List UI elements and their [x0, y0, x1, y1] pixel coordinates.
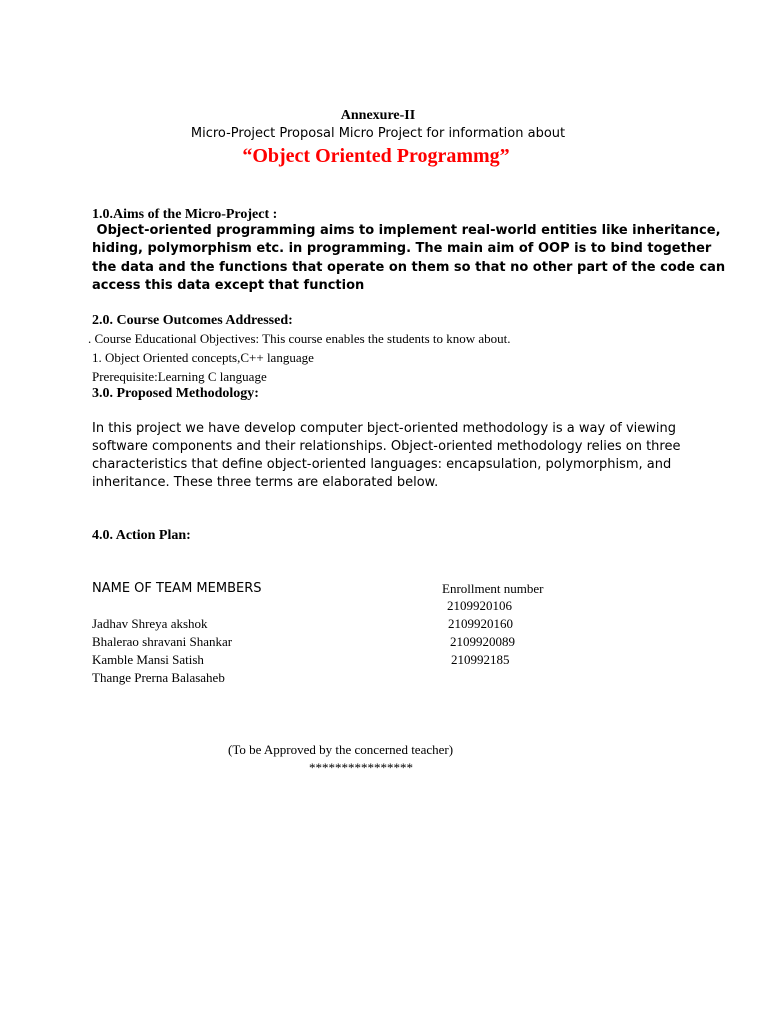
team-member: Bhalerao shravani Shankar: [92, 634, 233, 649]
team-member: Kamble Mansi Satish: [92, 652, 204, 667]
aims-paragraph: [92, 222, 725, 295]
methodology-line: software components and their relationships. Object-oriented methodology relies on three: [92, 439, 681, 454]
stars-divider: ****************: [309, 760, 413, 775]
members-column-header: NAME OF TEAM MEMBERS: [92, 581, 262, 596]
outcomes-line: 1. Object Oriented concepts,C++ language: [92, 350, 314, 365]
aims-line: hiding, polymorphism etc. in programming. The main aim of OOP is to bind together: [92, 241, 712, 257]
outcomes-line: . Course Educational Objectives: This course enables the students to know about.: [88, 331, 511, 346]
team-member: Thange Prerna Balasaheb: [92, 670, 225, 685]
team-member: Jadhav Shreya akshok: [92, 616, 208, 631]
approval-note: (To be Approved by the concerned teacher): [228, 742, 454, 757]
enrollment-number: 210992185: [451, 652, 510, 667]
enrollment-number: 2109920106: [447, 598, 512, 613]
methodology-heading: 3.0. Proposed Methodology:: [92, 386, 259, 401]
proposal-subtitle: Micro-Project Proposal Micro Project for information about: [190, 126, 566, 141]
enrollment-column-header: Enrollment number: [442, 581, 544, 596]
methodology-paragraph: [92, 420, 680, 492]
annexure-label: Annexure-II: [340, 108, 416, 123]
action-plan-heading: 4.0. Action Plan:: [92, 528, 191, 543]
aims-line: Object-oriented programming aims to implement real-world entities like inheritance,: [92, 223, 721, 238]
outcomes-heading: 2.0. Course Outcomes Addressed:: [92, 313, 293, 328]
methodology-line: inheritance. These three terms are elaborated below.: [92, 475, 439, 490]
outcomes-line: Prerequisite:Learning C language: [92, 369, 267, 384]
aims-line: access this data except that function: [92, 277, 365, 293]
methodology-line: characteristics that define object-oriented languages: encapsulation, polymorphism, and: [92, 457, 672, 472]
document-title: “Object Oriented Programmg”: [242, 145, 510, 167]
enrollment-number: 2109920089: [450, 634, 515, 649]
aims-heading: 1.0.Aims of the Micro-Project :: [92, 207, 278, 222]
enrollment-number: 2109920160: [448, 616, 513, 631]
methodology-line: In this project we have develop computer bject-oriented methodology is a way of viewing: [92, 421, 677, 436]
aims-line: the data and the functions that operate on them so that no other part of the code can: [92, 259, 726, 275]
